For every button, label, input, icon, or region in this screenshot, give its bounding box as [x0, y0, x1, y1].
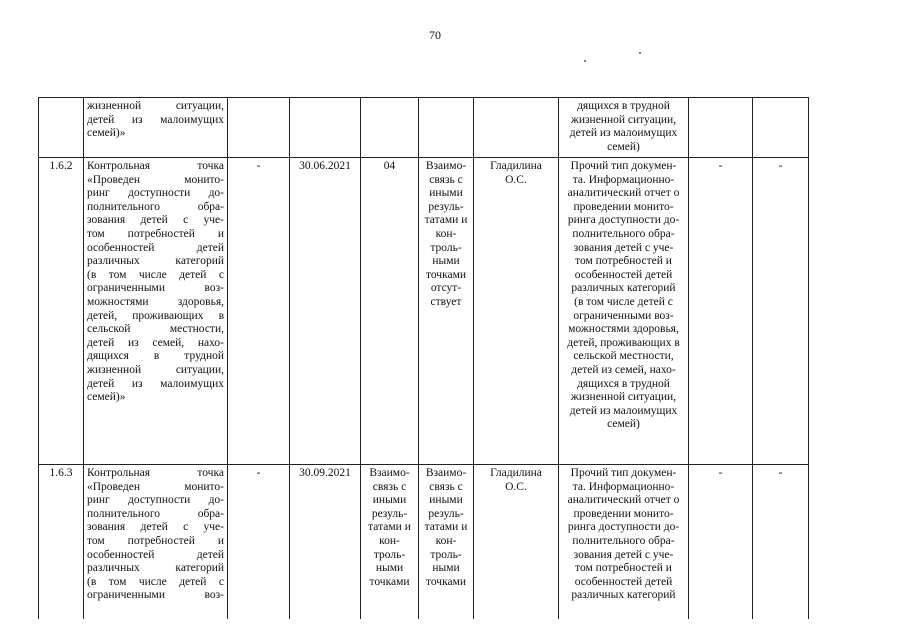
cell-document: дящихся в трудной жизненной ситуации, детей из малоимущих семей): [559, 98, 689, 158]
cell-date: 30.09.2021: [290, 465, 361, 620]
cell-c10: -: [753, 465, 809, 620]
plan-table: [38, 97, 809, 619]
cell-c10: -: [753, 158, 809, 465]
cell-id: 1.6.2: [39, 158, 84, 465]
table-row: [39, 98, 809, 158]
scan-speck: [584, 60, 586, 62]
cell-document: Прочий тип докумен- та. Информационно- аналитический отчет о проведении монито- ринга доступности до- полнительного обра- зования детей с уче- том потребностей и особенностей детей различных категорий: [559, 465, 689, 620]
cell-responsible: Гладилина О.С.: [474, 158, 559, 465]
cell-c10: [753, 98, 809, 158]
cell-name: жизненной ситуации, детей из малоимущих семей)»: [84, 98, 228, 158]
cell-date: 30.06.2021: [290, 158, 361, 465]
cell-c3: [228, 98, 290, 158]
cell-c6: Взаимо- связь с иными резуль- татами и кон- троль- ными точками отсут- ствует: [419, 158, 474, 465]
cell-responsible: [474, 98, 559, 158]
table-row: [39, 465, 809, 620]
cell-c6: [419, 98, 474, 158]
cell-c9: [689, 98, 753, 158]
cell-id: 1.6.3: [39, 465, 84, 620]
cell-c3: -: [228, 158, 290, 465]
cell-name: Контрольная точка «Проведен монито- ринг доступности до- полнительного обра- зования детей с уче- том потребностей и особенностей детей различных категорий (в том числе детей с ограниченными воз- можностями здоровья, детей, проживающих в сельской местности, детей из семей, нахо- дящихся в трудной жизненной ситуации, детей из малоимущих семей)»: [84, 158, 228, 465]
cell-c6: Взаимо- связь с иными резуль- татами и кон- троль- ными точками: [419, 465, 474, 620]
cell-c9: -: [689, 465, 753, 620]
cell-c9: -: [689, 158, 753, 465]
cell-date: [290, 98, 361, 158]
cell-responsible: Гладилина О.С.: [474, 465, 559, 620]
cell-id: [39, 98, 84, 158]
cell-name: Контрольная точка «Проведен монито- ринг доступности до- полнительного обра- зования детей с уче- том потребностей и особенностей детей различных категорий (в том числе детей с ограниченными воз-: [84, 465, 228, 620]
plan-table-body: [39, 98, 809, 620]
cell-c5: Взаимо- связь с иными резуль- татами и кон- троль- ными точками: [361, 465, 419, 620]
cell-c5: [361, 98, 419, 158]
cell-c5: 04: [361, 158, 419, 465]
cell-document: Прочий тип докумен- та. Информационно- аналитический отчет о проведении монито- ринга доступности до- полнительного обра- зования детей с уче- том потребностей и особенностей детей различных категорий (в том числе детей с ограниченными воз- можностями здоровья, детей, проживающих в сельской местности, детей из семей, нахо- дящихся в трудной жизненной ситуации, детей из малоимущих семей): [559, 158, 689, 465]
page-number: 70: [429, 28, 441, 42]
cell-c3: -: [228, 465, 290, 620]
table-row: [39, 158, 809, 465]
scan-speck: [639, 52, 641, 54]
